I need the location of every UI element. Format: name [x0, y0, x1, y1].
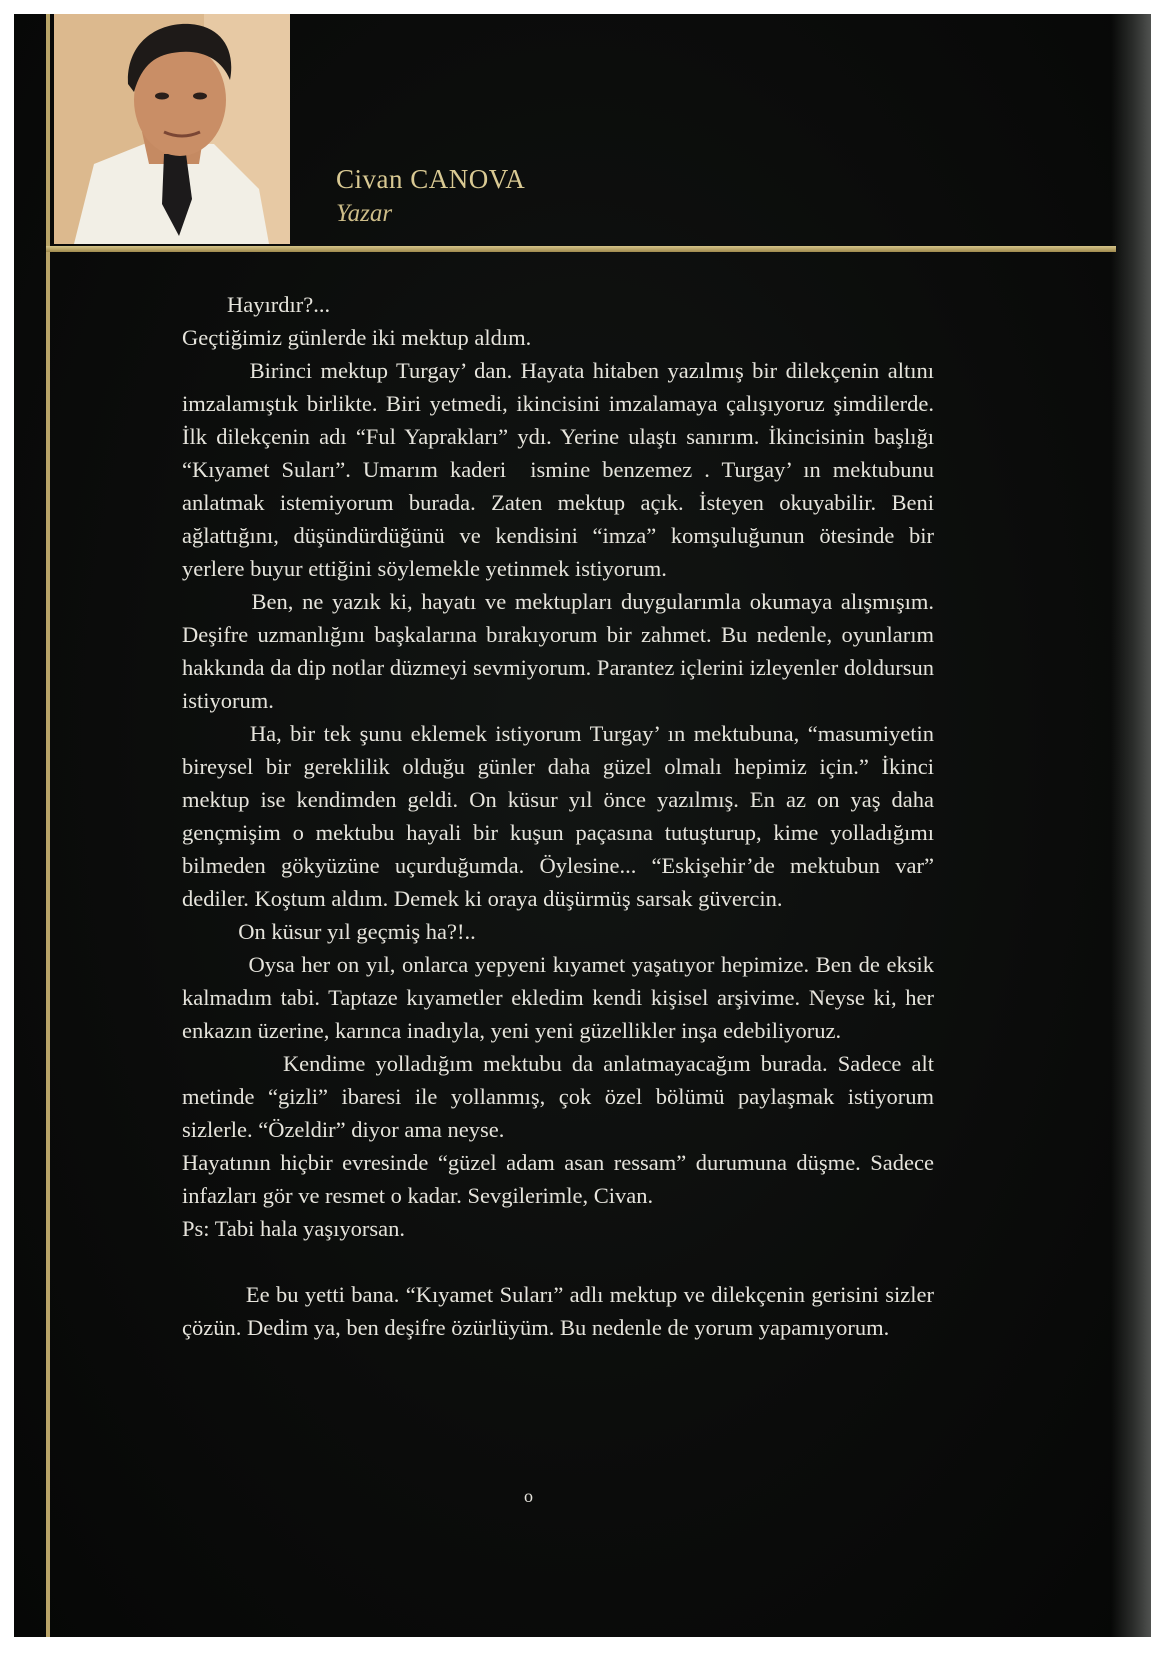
author-name: Civan CANOVA [336, 164, 526, 194]
paragraph: Ee bu yetti bana. “Kıyamet Suları” adlı mektup ve dilekçenin gerisini sizler çözün. Dedim ya, ben deşifre özürlüyüm. Bu nedenle de yorum yapamıyorum. [182, 1282, 940, 1340]
paragraph: Geçtiğimiz günlerde iki mektup aldım. [182, 325, 532, 350]
paragraph: Oysa her on yıl, onlarca yepyeni kıyamet yaşatıyor hepimize. Ben de eksik kalmadım tabi. Taptaze kıyametler ekledim kendi kişisel arşivime. Neyse ki, her enkazın üzerine, karınca inadıyla, yeni yeni güzellikler inşa edebiliyoruz. [182, 952, 940, 1043]
author-portrait-image [54, 14, 290, 244]
paragraph: Ps: Tabi hala yaşıyorsan. [182, 1216, 405, 1241]
page-mark: o [524, 1486, 533, 1506]
paragraph: Hayırdır?... [182, 292, 331, 317]
magazine-page [14, 14, 1151, 1637]
paragraph: Birinci mektup Turgay’ dan. Hayata hitaben yazılmış bir dilekçenin altını imzalamıştık birlikte. Biri yetmedi, ikincisini imzalamaya çalışıyoruz şimdilerde. İlk dilekçenin adı “Ful Yaprakları” ydı. Yerine ulaştı sanırım. İkincisinin başlığı “Kıyamet Suları”. Umarım kaderi ismine benzemez . Turgay’ ın mektubunu anlatmak istemiyorum burada. Zaten mektup açık. İsteyen okuyabilir. Beni ağlattığını, düşündürdüğünü ve kendisini “imza” komşuluğunun ötesinde bir yerlere buyur ettiğini söylemekle yetinmek istiyorum. [182, 358, 940, 581]
paragraph: Ha, bir tek şunu eklemek istiyorum Turgay’ ın mektubuna, “masumiyetin bireysel bir gereklilik olduğu günler daha güzel olmalı hepimiz için.” İkinci mektup ise kendimden geldi. On küsur yıl önce yazılmış. En az on yaş daha gençmişim o mektubu hayali bir kuşun paçasına tutuşturup, kime yolladığımı bilmeden gökyüzüne uçurduğumda. Öylesine... “Eskişehir’de mektubun var” dediler. Koştum aldım. Demek ki oraya düşürmüş sarsak güvercin. [182, 721, 940, 911]
paragraph: Hayatının hiçbir evresinde “güzel adam asan ressam” durumuna düşme. Sadece infazları gör ve resmet o kadar. Sevgilerimle, Civan. [182, 1150, 940, 1208]
gold-horizontal-rule [46, 246, 1116, 252]
paragraph: On küsur yıl geçmiş ha?!.. [182, 919, 476, 944]
paragraph: Ben, ne yazık ki, hayatı ve mektupları duygularımla okumaya alışmışım. Deşifre uzmanlığını başkalarına bırakıyorum bir zahmet. Bu nedenle, oyunlarım hakkında da dip notlar düzmeyi sevmiyorum. Parantez içlerini izleyenler doldursun istiyorum. [182, 589, 940, 713]
article-body [182, 288, 940, 1344]
gold-vertical-rule [46, 14, 50, 1637]
paragraph: Kendime yolladığım mektubu da anlatmayacağım burada. Sadece alt metinde “gizli” ibaresi ile yollanmış, çok özel bölümü paylaşmak istiyorum sizlerle. “Özeldir” diyor ama neyse. [182, 1051, 940, 1142]
page-spine-shadow [1111, 14, 1151, 1637]
author-photo [54, 14, 290, 244]
paragraph-gap [182, 1245, 934, 1278]
author-role: Yazar [336, 200, 393, 227]
